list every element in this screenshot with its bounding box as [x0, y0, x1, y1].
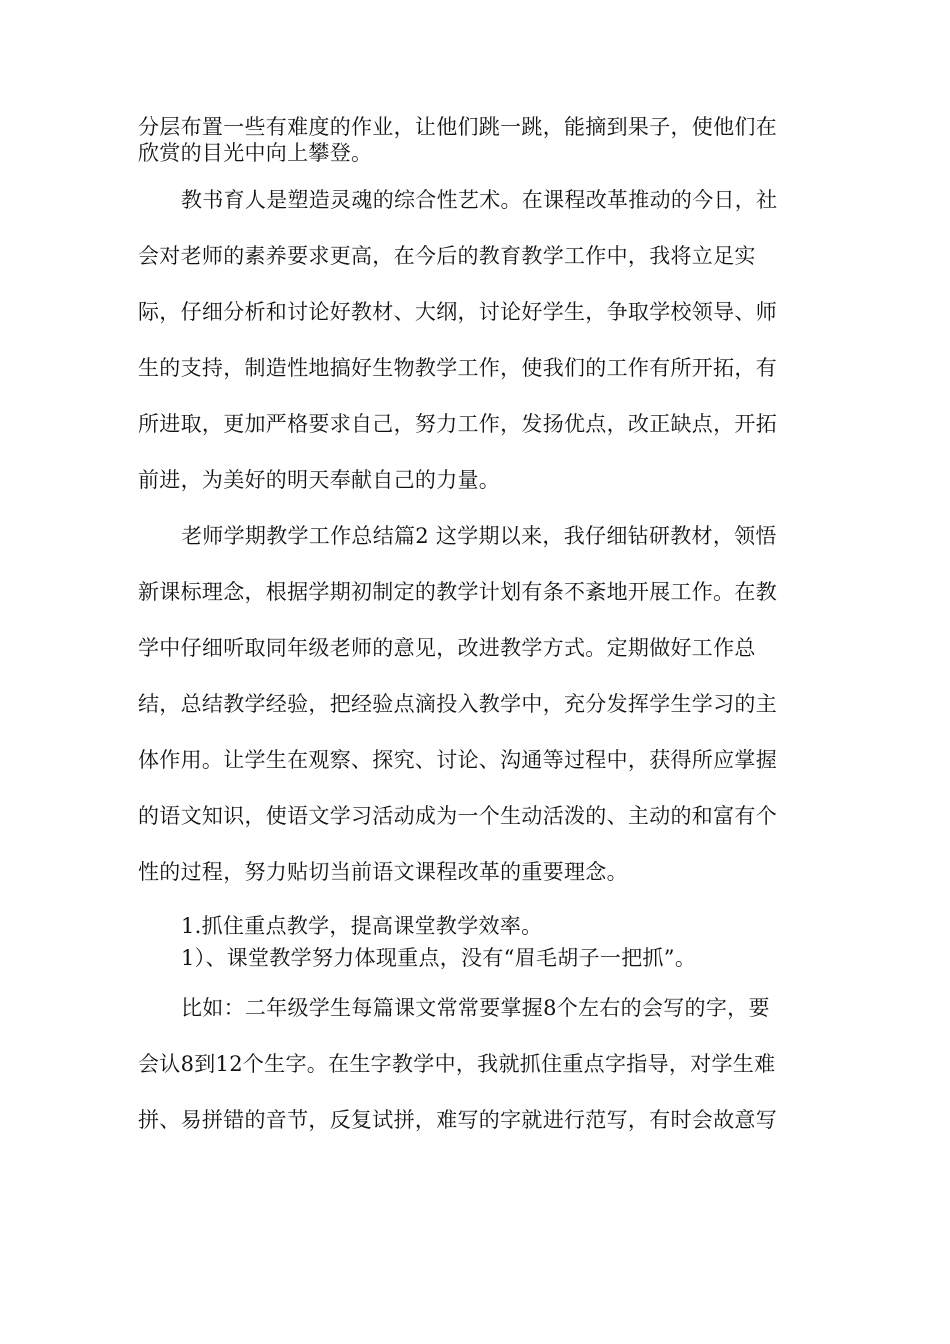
text-line: 结，总结教学经验，把经验点滴投入教学中，充分发挥学生学习的主: [138, 692, 777, 716]
text-line: 生的支持，制造性地搞好生物教学工作，使我们的工作有所开拓，有: [138, 356, 777, 380]
text-line: 性的过程，努力贴切当前语文课程改革的重要理念。: [138, 860, 628, 884]
text-line: 际，仔细分析和讨论好教材、大纲，讨论好学生，争取学校领导、师: [138, 300, 777, 324]
text-line: 的语文知识，使语文学习活动成为一个生动活泼的、主动的和富有个: [138, 804, 777, 828]
section-heading: 1.抓住重点教学，提高课堂教学效率。: [181, 914, 543, 938]
text-line: 前进，为美好的明天奉献自己的力量。: [138, 468, 501, 492]
text-line: 比如：二年级学生每篇课文常常要掌握8个左右的会写的字，要: [181, 996, 770, 1020]
text-line: 所进取，更加严格要求自己，努力工作，发扬优点，改正缺点，开拓: [138, 412, 777, 436]
text-line: 拼、易拼错的音节，反复试拼，难写的字就进行范写，有时会故意写: [138, 1108, 777, 1132]
sub-heading: 1）、课堂教学努力体现重点，没有“眉毛胡子一把抓”。: [181, 946, 697, 970]
text-line: 欣赏的目光中向上攀登。: [138, 141, 373, 165]
text-line: 会对老师的素养要求更高，在今后的教育教学工作中，我将立足实: [138, 244, 756, 268]
text-line: 新课标理念，根据学期初制定的教学计划有条不紊地开展工作。在教: [138, 580, 777, 604]
text-line: 老师学期教学工作总结篇2 这学期以来，我仔细钻研教材，领悟: [181, 524, 777, 548]
text-line: 学中仔细听取同年级老师的意见，改进教学方式。定期做好工作总: [138, 636, 756, 660]
text-line: 教书育人是塑造灵魂的综合性艺术。在课程改革推动的今日，社: [181, 188, 778, 212]
text-line: 体作用。让学生在观察、探究、讨论、沟通等过程中，获得所应掌握: [138, 748, 777, 772]
text-line: 会认8到12个生字。在生字教学中，我就抓住重点字指导，对学生难: [138, 1052, 776, 1076]
text-line: 分层布置一些有难度的作业，让他们跳一跳，能摘到果子，使他们在: [138, 115, 777, 139]
